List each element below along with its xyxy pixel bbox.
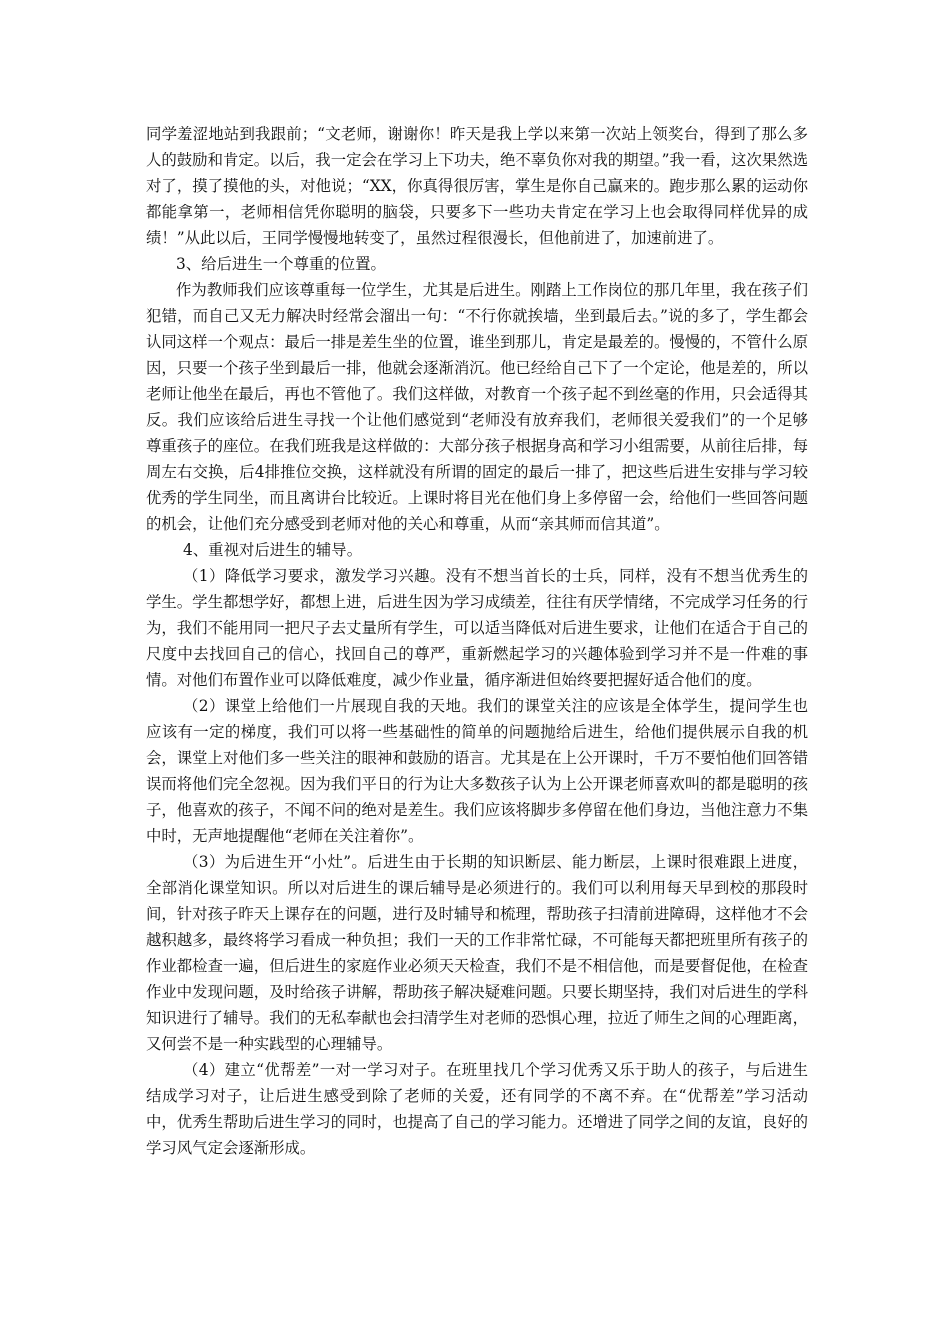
- paragraph-respect-seat: 作为教师我们应该尊重每一位学生，尤其是后进生。刚踏上工作岗位的那几年里，我在孩子们犯错，而自己又无力解决时经常会溜出一句：“不行你就挨墙，坐到最后去。”说的多了，学生都会认同这样一个观点：最后一排是差生坐的位置，谁坐到那儿，肯定是最差的。慢慢的，不管什么原因，只要一个孩子坐到最后一排，他就会逐渐消沉。他已经给自己下了一个定论，他是差的，所以老师让他坐在最后，再也不管他了。我们这样做，对教育一个孩子起不到丝毫的作用，只会适得其反。我们应该给后进生寻找一个让他们感觉到“老师没有放弃我们，老师很关爱我们”的一个足够尊重孩子的座位。在我们班我是这样做的：大部分孩子根据身高和学习小组需要，从前往后排，每周左右交换，后4排推位交换，这样就没有所谓的固定的最后一排了，把这些后进生安排与学习较优秀的学生同坐，而且离讲台比较近。上课时将目光在他们身上多停留一会，给他们一些回答问题的机会，让他们充分感受到老师对他的关心和尊重，从而“亲其师而信其道”。: [146, 281, 808, 533]
- paragraph-item-3: （3）为后进生开“小灶”。后进生由于长期的知识断层、能力断层，上课时很难跟上进度，全部消化课堂知识。所以对后进生的课后辅导是必须进行的。我们可以利用每天早到校的那段时间，针对孩子昨天上课存在的问题，进行及时辅导和梳理，帮助孩子扫清前进障碍，这样他才不会越积越多，最终将学习看成一种负担；我们一天的工作非常忙碌，不可能每天都把班里所有孩子的作业都检查一遍，但后进生的家庭作业必须天天检查，我们不是不相信他，而是要督促他，在检查作业中发现问题，及时给孩子讲解，帮助孩子解决疑难问题。只要长期坚持，我们对后进生的学科知识进行了辅导。我们的无私奉献也会扫清学生对老师的恐惧心理，拉近了师生之间的心理距离，又何尝不是一种实践型的心理辅导。: [146, 853, 808, 1053]
- paragraph-item-4: （4）建立“优帮差”一对一学习对子。在班里找几个学习优秀又乐于助人的孩子，与后进生结成学习对子，让后进生感受到除了老师的关爱，还有同学的不离不弃。在“优帮差”学习活动中，优秀生帮助后进生学习的同时，也提高了自己的学习能力。还增进了同学之间的友谊，良好的学习风气定会逐渐形成。: [146, 1061, 808, 1157]
- section-heading-4: 4、重视对后进生的辅导。: [183, 541, 363, 559]
- paragraph-continuation: 同学羞涩地站到我跟前；“文老师，谢谢你！昨天是我上学以来第一次站上领奖台，得到了那么多人的鼓励和肯定。以后，我一定会在学习上下功夫，绝不辜负你对我的期望。”我一看，这次果然选对了，摸了摸他的头，对他说；“XX，你真得很厉害，掌生是你自己赢来的。跑步那么累的运动你都能拿第一，老师相信凭你聪明的脑袋，只要多下一些功夫肯定在学习上也会取得同样优异的成绩！”从此以后，王同学慢慢地转变了，虽然过程很漫长，但他前进了，加速前进了。: [146, 125, 808, 247]
- section-heading-3: 3、给后进生一个尊重的位置。: [176, 255, 386, 273]
- paragraph-item-1: （1）降低学习要求，激发学习兴趣。没有不想当首长的士兵，同样，没有不想当优秀生的学生。学生都想学好，都想上进，后进生因为学习成绩差，往往有厌学情绪，不完成学习任务的行为，我们不能用同一把尺子去丈量所有学生，可以适当降低对后进生要求，让他们在适合于自己的尺度中去找回自己的信心，找回自己的尊严，重新燃起学习的兴趣体验到学习并不是一件难的事情。对他们布置作业可以降低难度，减少作业量，循序渐进但始终要把握好适合他们的度。: [146, 567, 808, 689]
- document-body: [146, 121, 808, 1161]
- paragraph-item-2: （2）课堂上给他们一片展现自我的天地。我们的课堂关注的应该是全体学生，提问学生也应该有一定的梯度，我们可以将一些基础性的简单的问题抛给后进生，给他们提供展示自我的机会，课堂上对他们多一些关注的眼神和鼓励的语言。尤其是在上公开课时，千万不要怕他们回答错误而将他们完全忽视。因为我们平日的行为让大多数孩子认为上公开课老师喜欢叫的都是聪明的孩子，他喜欢的孩子，不闻不问的绝对是差生。我们应该将脚步多停留在他们身边，当他注意力不集中时，无声地提醒他“老师在关注着你”。: [146, 697, 808, 845]
